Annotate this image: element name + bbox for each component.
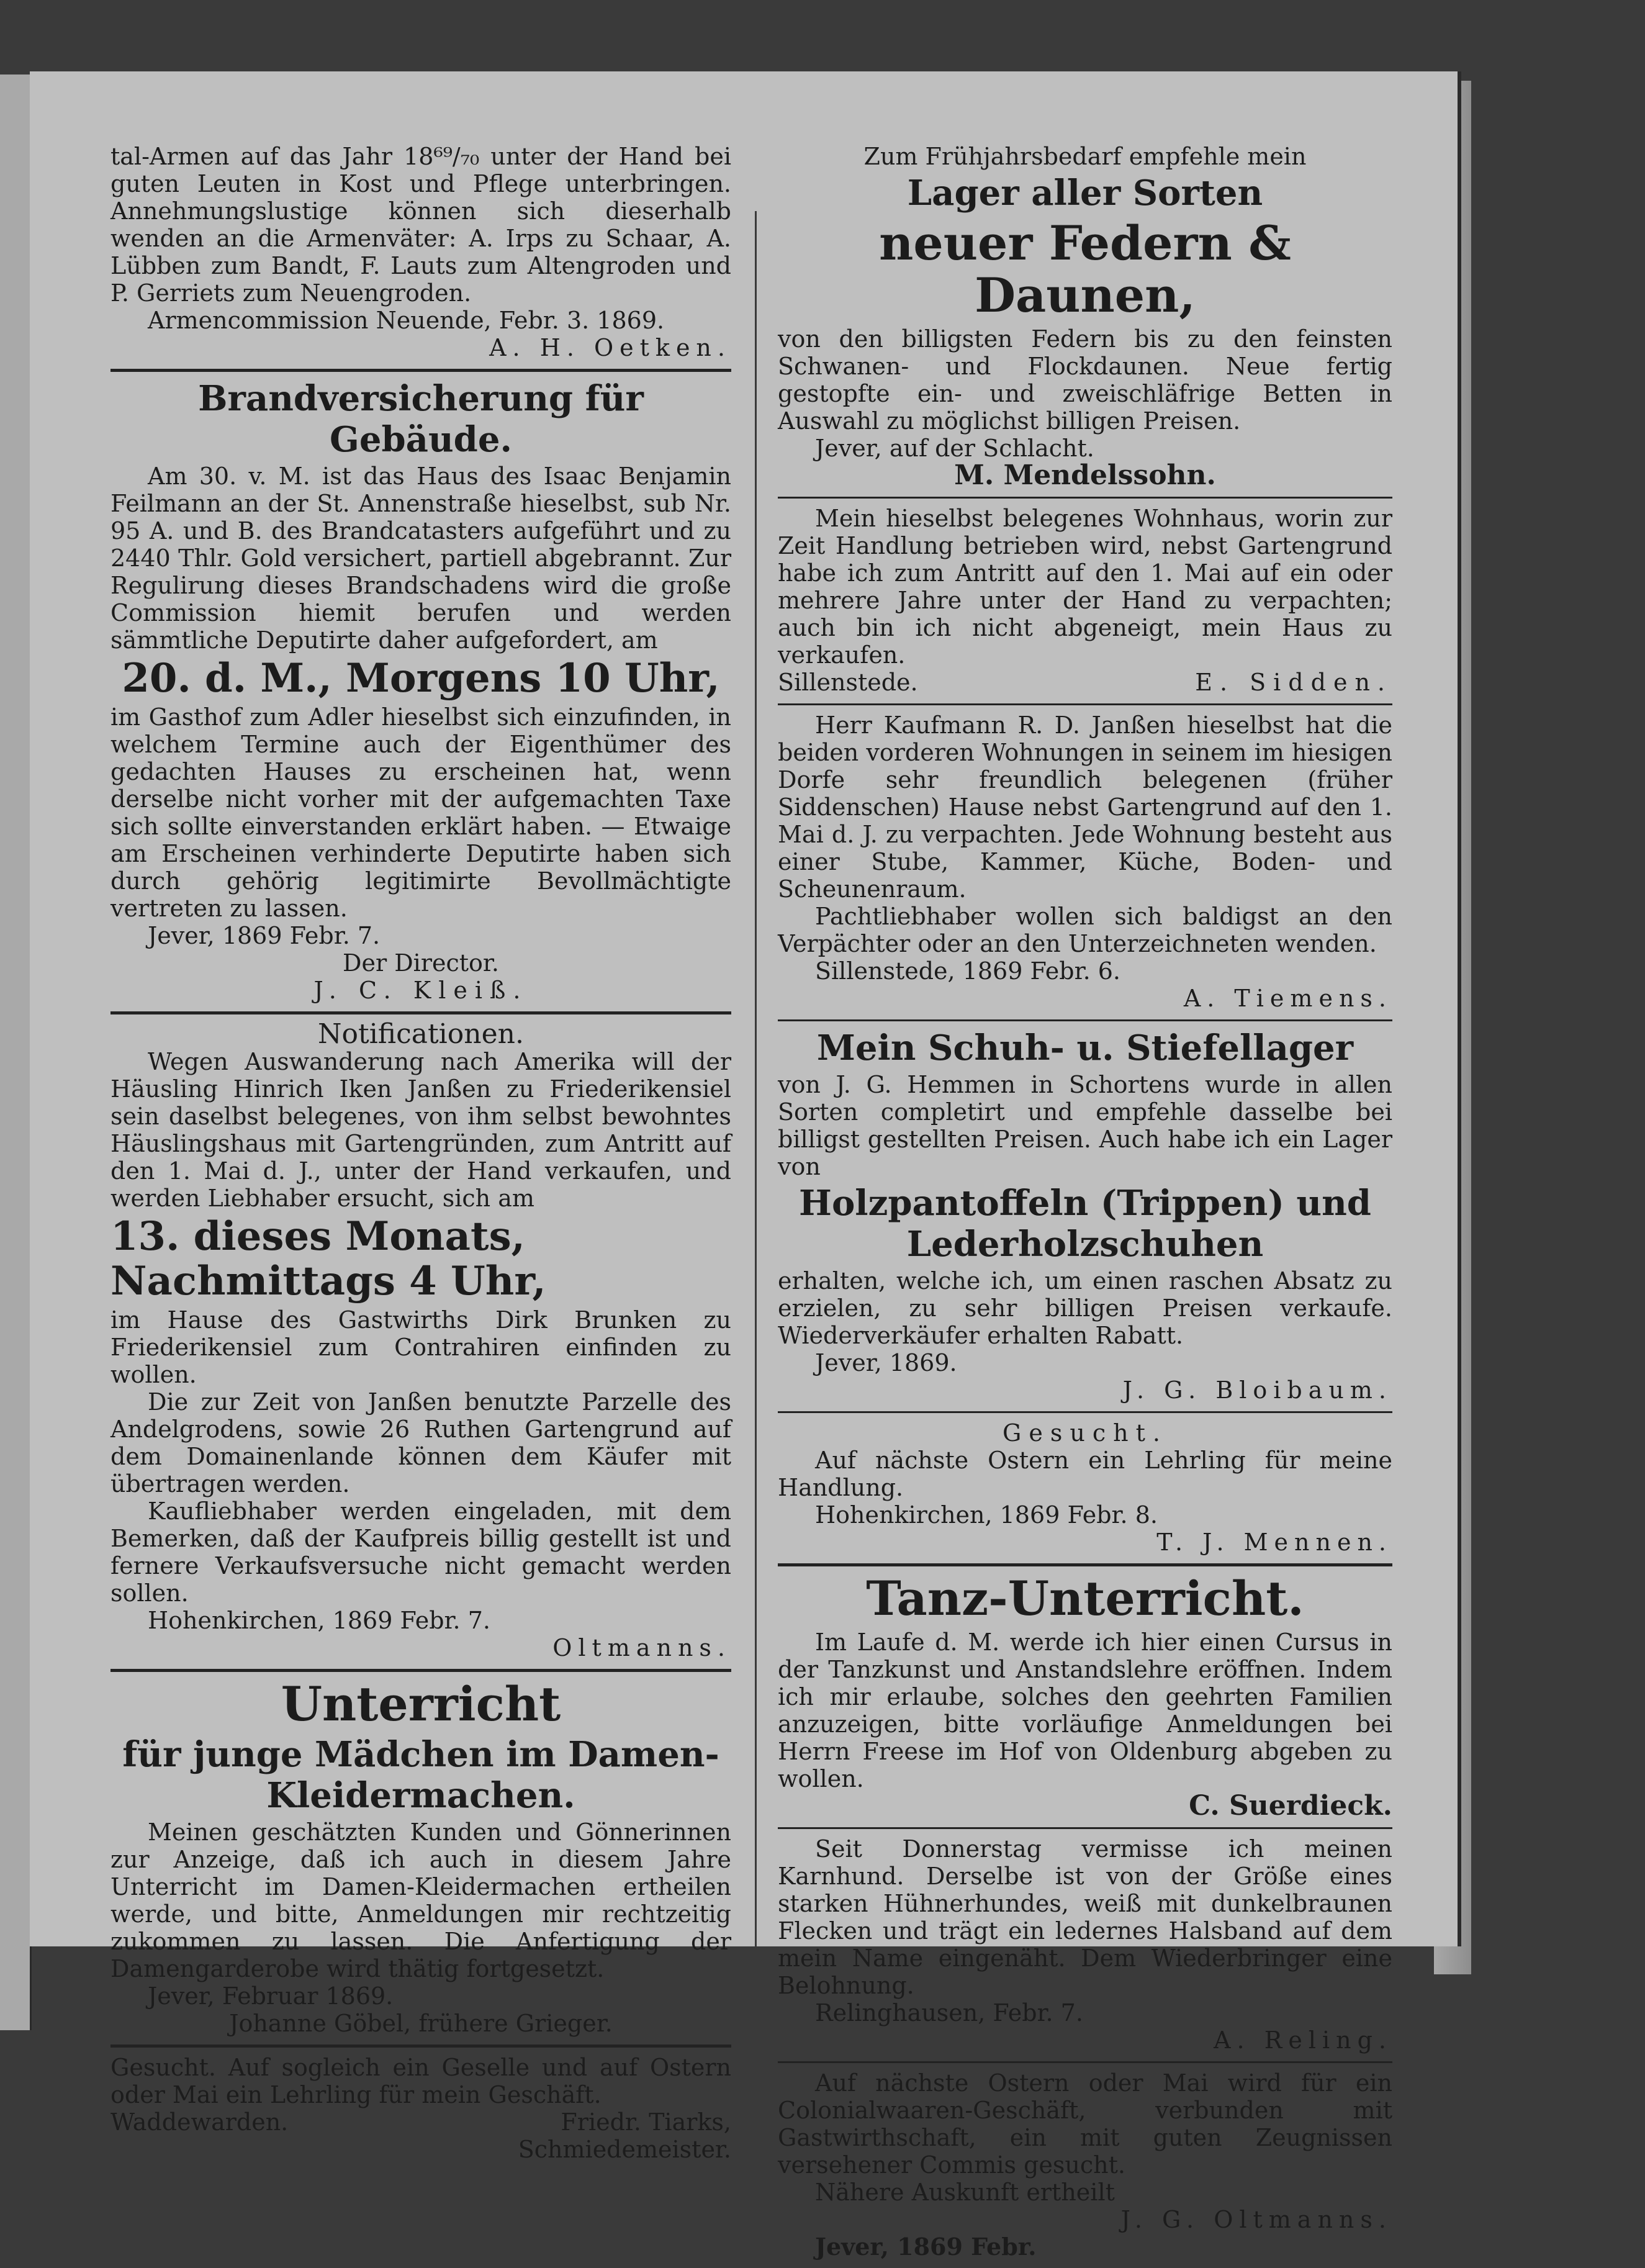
ad-armen bbox=[110, 143, 731, 361]
right-column bbox=[778, 143, 1392, 2268]
ad-text: Im Laufe d. M. werde ich hier einen Cursus in der Tanzkunst und Anstandslehre eröffnen. Indem ich mir erlaube, solches den geehrten Familien anzuzeigen, bitte vorläufige Anmeldungen bei Herrn Freese im Hof von Oldenburg abgeben zu wollen. bbox=[778, 1629, 1392, 1792]
ad-text: Nähere Auskunft ertheilt bbox=[815, 2179, 1115, 2206]
ad-text: Am 30. v. M. ist das Haus des Isaac Benjamin Feilmann an der St. Annenstraße hieselbst, sub Nr. 95 A. und B. des Brandcatasters aufgeführt und zu 2440 Thlr. Gold versichert, partiell abgebrannt. Zur Regulirung dieses Brandschadens wird die große Commission hiemit berufen und werden sämmtliche Deputirte daher aufgefordert, am bbox=[110, 463, 731, 654]
ad-janssen bbox=[778, 712, 1392, 1012]
ad-text: von den billigsten Federn bis zu den feinsten Schwanen- und Flockdaunen. Neue fertig gestopfte ein- und zweischläfrige Betten in Auswahl zu möglichst billigen Preisen. bbox=[778, 325, 1392, 435]
ad-signature: J. C. Kleiß. bbox=[313, 977, 528, 1004]
ad-hund bbox=[778, 1835, 1392, 2054]
divider bbox=[778, 1411, 1392, 1413]
ad-date: Relinghausen, Febr. 7. bbox=[815, 1999, 1083, 2026]
divider bbox=[110, 369, 731, 372]
ad-date-highlight: 20. d. M., Morgens 10 Uhr, bbox=[122, 655, 720, 702]
ad-title: Gesucht. bbox=[1003, 1419, 1168, 1447]
ad-wohnhaus bbox=[778, 505, 1392, 696]
divider bbox=[778, 1827, 1392, 1829]
ad-unterricht bbox=[110, 1678, 731, 2037]
ad-signature: A. Reling. bbox=[1214, 2026, 1392, 2054]
ad-title: neuer Federn & Daunen, bbox=[879, 215, 1291, 323]
ad-tanzunterricht bbox=[778, 1573, 1392, 1820]
divider bbox=[778, 1563, 1392, 1566]
ad-notificationen bbox=[110, 1018, 731, 1661]
ad-text: Wegen Auswanderung nach Amerika will der Häusling Hinrich Iken Janßen zu Friederikensiel sein daselbst belegenes, von ihm selbst bewohntes Häuslingshaus mit Gartengründen, zum Antritt auf den 1. Mai d. J., unter der Hand verkaufen, und werden Liebhaber ersucht, sich am bbox=[110, 1048, 731, 1212]
ad-text: erhalten, welche ich, um einen raschen Absatz zu erzielen, zu sehr billigen Preisen verkaufe. Wiederverkäufer erhalten Rabatt. bbox=[778, 1267, 1392, 1349]
ad-text: tal-Armen auf das Jahr 18⁶⁹/₇₀ unter der Hand bei guten Leuten in Kost und Pflege unterbringen. Annehmungslustige können sich dieserhalb wenden an die Armenväter: A. Irps zu Schaar, A. Lübben zum Bandt, F. Lauts zum Altengroden und P. Gerriets zum Neuengroden. bbox=[110, 143, 731, 307]
ad-signature: A. H. Oetken. bbox=[489, 334, 731, 361]
ad-date: Jever, auf der Schlacht. bbox=[815, 435, 1094, 462]
divider bbox=[110, 2044, 731, 2048]
ad-date: Hohenkirchen, 1869 Febr. 7. bbox=[148, 1607, 490, 1634]
ad-date: Jever, 1869 Febr. 7. bbox=[148, 922, 381, 949]
ad-date: Jever, Februar 1869. bbox=[148, 1982, 394, 2010]
ad-subtitle: für junge Mädchen im Damen-Kleidermachen. bbox=[122, 1734, 719, 1816]
ad-signature: J. G. Bloibaum. bbox=[1122, 1376, 1392, 1404]
ad-text: Meinen geschätzten Kunden und Gönnerinnen zur Anzeige, daß ich auch in diesem Jahre Unterricht im Damen-Kleidermachen ertheilen werde, und bitte, Anmeldungen mir rechtzeitig zukommen zu lassen. Die Anfertigung der Damengarderobe wird thätig fortgesetzt. bbox=[110, 1818, 731, 1982]
ad-signature: Johanne Göbel, frühere Grieger. bbox=[229, 2010, 613, 2037]
divider bbox=[110, 1669, 731, 1672]
ad-signature: Friedr. Tiarks, bbox=[561, 2108, 731, 2136]
ad-date: Armencommission Neuende, Febr. 3. 1869. bbox=[148, 307, 665, 334]
ad-intro: Zum Frühjahrsbedarf empfehle mein bbox=[863, 143, 1307, 170]
ad-text: Mein hieselbst belegenes Wohnhaus, worin zur Zeit Handlung betrieben wird, nebst Gartengrund habe ich zum Antritt auf den 1. Mai auf ein oder mehrere Jahre unter der Hand zu verpachten; auch bin ich nicht abgeneigt, mein Haus zu verkaufen. bbox=[778, 505, 1392, 669]
ad-commis bbox=[778, 2069, 1392, 2261]
divider bbox=[778, 2061, 1392, 2063]
ad-text: Die zur Zeit von Janßen benutzte Parzelle des Andelgrodens, sowie 26 Ruthen Gartengrund auf dem Domainenlande können dem Käufer mit übertragen werden. bbox=[110, 1388, 731, 1498]
ad-signature: A. Tiemens. bbox=[1183, 985, 1392, 1012]
ad-place: Sillenstede. bbox=[778, 669, 918, 696]
ad-signature: C. Suerdieck. bbox=[1189, 1790, 1392, 1822]
left-column bbox=[110, 143, 731, 2171]
ad-date: Jever, 1869 Febr. bbox=[815, 2233, 1037, 2261]
ad-signature: E. Sidden. bbox=[1195, 669, 1392, 696]
divider bbox=[110, 1011, 731, 1014]
ad-title: Lager aller Sorten bbox=[907, 173, 1263, 214]
ad-title: Brandversicherung für Gebäude. bbox=[198, 378, 644, 460]
divider bbox=[778, 497, 1392, 499]
ad-title: Mein Schuh- u. Stiefellager bbox=[816, 1028, 1354, 1068]
ad-role: Der Director. bbox=[343, 949, 499, 977]
ad-text: Gesucht. Auf sogleich ein Geselle und auf Ostern oder Mai ein Lehrling für mein Geschäft. bbox=[110, 2054, 731, 2108]
newspaper-page bbox=[30, 71, 1461, 2261]
ad-place: Waddewarden. bbox=[110, 2108, 289, 2136]
ad-title: Tanz-Unterricht. bbox=[866, 1571, 1304, 1626]
column-divider bbox=[755, 211, 757, 2036]
ad-title: Holzpantoffeln (Trippen) und Lederholzschuhen bbox=[799, 1183, 1371, 1265]
divider bbox=[778, 1019, 1392, 1021]
ad-signature: T. J. Mennen. bbox=[1156, 1529, 1392, 1556]
ad-title: Notificationen. bbox=[318, 1018, 524, 1050]
ad-text: im Gasthof zum Adler hieselbst sich einzufinden, in welchem Termine auch der Eigenthümer des gedachten Hauses zu erscheinen hat, wenn derselbe nicht vorher mit der aufgemachten Taxe sich sollte einverstanden erklärt haben. — Etwaige am Erscheinen verhinderte Deputirte haben sich durch gehörig legitimirte Bevollmächtigte vertreten zu lassen. bbox=[110, 703, 731, 922]
ad-text: Kaufliebhaber werden eingeladen, mit dem Bemerken, daß der Kaufpreis billig gestellt ist und fernere Verkaufsversuche nicht gemacht werden sollen. bbox=[110, 1498, 731, 1607]
ad-date-highlight: 13. dieses Monats, Nachmittags 4 Uhr, bbox=[110, 1213, 546, 1304]
ad-brandversicherung bbox=[110, 378, 731, 1004]
adjacent-page-margin bbox=[0, 75, 32, 2030]
ad-gesucht-lehrling bbox=[778, 1419, 1392, 1556]
ad-text: Seit Donnerstag vermisse ich meinen Karnhund. Derselbe ist von der Größe eines starken Hühnerhundes, weiß mit dunkelbraunen Flecken und trägt ein ledernes Halsband auf dem mein Name eingenäht. Dem Wiederbringer eine Belohnung. bbox=[778, 1835, 1392, 1999]
ad-text: von J. G. Hemmen in Schortens wurde in allen Sorten completirt und empfehle dasselbe bei billigst gestellten Preisen. Auch habe ich ein Lager von bbox=[778, 1071, 1392, 1180]
ad-date: Jever, 1869. bbox=[815, 1349, 957, 1376]
ad-date: Hohenkirchen, 1869 Febr. 8. bbox=[815, 1501, 1158, 1529]
ad-signature: M. Mendelssohn. bbox=[954, 459, 1216, 491]
ad-date: Sillenstede, 1869 Febr. 6. bbox=[815, 957, 1120, 985]
ad-schuhlager bbox=[778, 1028, 1392, 1404]
ad-text: Auf nächste Ostern oder Mai wird für ein Colonialwaaren-Geschäft, verbunden mit Gastwirthschaft, ein mit guten Zeugnissen versehener Commis gesucht. bbox=[778, 2069, 1392, 2179]
ad-footer bbox=[778, 669, 1392, 696]
ad-role: Schmiedemeister. bbox=[518, 2136, 731, 2163]
ad-text: im Hause des Gastwirths Dirk Brunken zu Friederikensiel zum Contrahiren einfinden zu wollen. bbox=[110, 1306, 731, 1388]
ad-text: Herr Kaufmann R. D. Janßen hieselbst hat die beiden vorderen Wohnungen in seinem im hiesigen Dorfe sehr freundlich belegenen (früher Siddenschen) Hause nebst Gartengrund auf den 1. Mai d. J. zu verpachten. Jede Wohnung besteht aus einer Stube, Kammer, Küche, Boden- und Scheunenraum. bbox=[778, 712, 1392, 903]
ad-text: Pachtliebhaber wollen sich baldigst an den Verpächter oder an den Unterzeichneten wenden. bbox=[778, 903, 1392, 957]
ad-signature: J. G. Oltmanns. bbox=[1120, 2206, 1392, 2233]
ad-federn bbox=[778, 143, 1392, 489]
ad-text: Auf nächste Ostern ein Lehrling für meine Handlung. bbox=[778, 1447, 1392, 1501]
divider bbox=[778, 703, 1392, 705]
ad-title: Unterricht bbox=[281, 1676, 561, 1732]
ad-signature: Oltmanns. bbox=[552, 1634, 731, 1661]
ad-footer bbox=[110, 2108, 731, 2136]
ad-gesucht-schmied bbox=[110, 2054, 731, 2163]
